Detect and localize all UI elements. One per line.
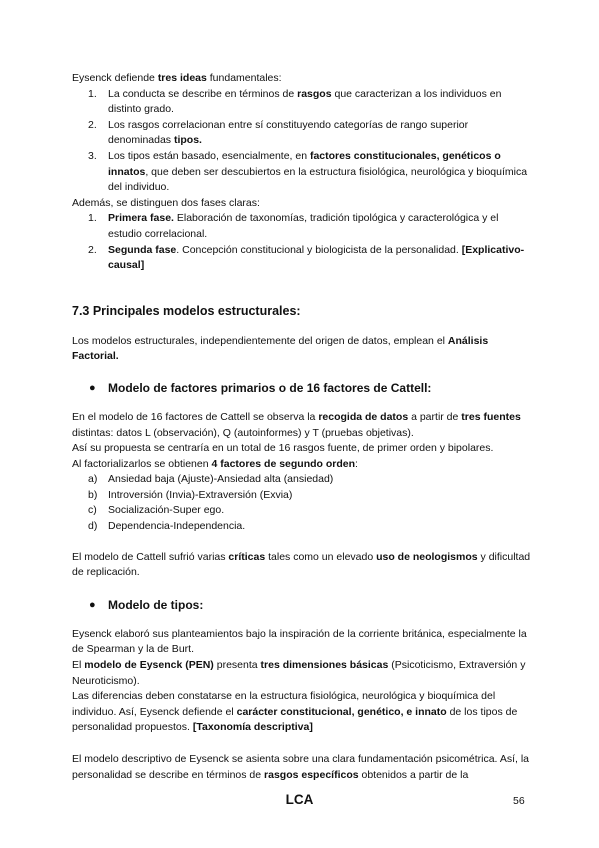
text-run: Eysenck defiende [72, 72, 158, 84]
bold-run: Primera fase. [108, 212, 174, 225]
bold-run: tres dimensiones básicas [260, 659, 389, 672]
bold-run: [Explicativo-causal] [108, 243, 525, 272]
cattell-paragraph [72, 410, 532, 441]
text-run: fundamentales: [206, 72, 282, 84]
bold-run: recogida de datos [318, 410, 409, 423]
list-number: 1. [88, 87, 97, 100]
bold-run: rasgos específicos [264, 768, 359, 781]
text-run: Los tipos están basado, esencialmente, en [108, 149, 310, 162]
bold-run: Análisis Factorial. [72, 334, 489, 363]
heading-text: Modelo de factores primarios o de 16 factores de Cattell: [108, 380, 432, 395]
text-run: En el modelo de 16 factores de Cattell se observa la [72, 410, 319, 423]
footer-label: LCA [285, 792, 314, 807]
section-heading: 7.3 Principales modelos estructurales: [72, 303, 301, 318]
bold-run: modelo de Eysenck (PEN) [84, 659, 214, 672]
phases-list [72, 211, 532, 273]
list-letter: d) [88, 520, 98, 533]
factors-list [72, 472, 532, 534]
text-run: Al factorializarlos se obtienen [72, 457, 212, 470]
bold-run: factores constitucionales, genéticos o innatos [108, 149, 501, 178]
bold-run: Segunda fase [108, 243, 177, 256]
bullet-icon: ● [89, 598, 96, 611]
criticism-paragraph [72, 550, 532, 581]
list-item [72, 118, 532, 149]
list-number: 1. [88, 212, 97, 225]
text-run: a partir de [408, 410, 462, 423]
text-run: Los rasgos correlacionan entre sí constituyendo categorías de rango superior denominadas [108, 118, 469, 147]
bold-run: 4 factores de segundo orden [211, 457, 356, 470]
list-number: 3. [88, 149, 97, 162]
text-run: , que deben ser descubiertos en la estructura fisiológica, neurológica y bioquímica del individuo. [108, 165, 528, 194]
text-run: Ansiedad baja (Ajuste)-Ansiedad alta (ansiedad) [108, 473, 334, 486]
text-run: y dificultad de replicación. [72, 550, 531, 579]
bullet-icon: ● [89, 381, 96, 394]
page-content [72, 71, 532, 783]
text-run: Los modelos estructurales, independientemente del origen de datos, emplean el [72, 334, 448, 347]
text-run: (Psicoticismo, Extraversión y Neuroticismo). [72, 659, 526, 687]
list-number: 2. [88, 118, 97, 131]
text-run: Introversión (Invia)-Extraversión (Exvia) [108, 488, 293, 501]
tipos-paragraph [72, 689, 532, 736]
cattell-paragraph [72, 457, 532, 473]
text-run: La conducta se describe en términos de [108, 87, 298, 100]
intro-paragraph [72, 71, 532, 87]
text-run: . Concepción constitucional y biologicista de la personalidad. [176, 243, 462, 256]
text-run: obtenidos a partir de la [358, 768, 469, 781]
tipos-paragraph [72, 658, 532, 689]
list-item [72, 211, 532, 242]
text-run: tales como un elevado [265, 550, 377, 563]
list-letter: c) [88, 504, 97, 517]
tipos-heading [72, 597, 532, 613]
list-letter: a) [88, 473, 98, 486]
list-item [72, 503, 532, 519]
cattell-paragraph: Así su propuesta se centraría en un total de 16 rasgos fuente, de primer orden y bipolares. [72, 442, 494, 455]
text-run: presenta [213, 659, 261, 672]
list-item [72, 472, 532, 488]
bold-run: críticas [228, 550, 266, 563]
text-run: que caracterizan a los individuos en distinto grado. [108, 87, 502, 116]
list-number: 2. [88, 243, 97, 256]
bold-run: tres ideas [157, 72, 207, 84]
section-paragraph [72, 334, 532, 365]
tipos-paragraph [72, 752, 532, 783]
text-run: El modelo de Cattell sufrió varias [72, 550, 229, 563]
heading-text: Modelo de tipos: [108, 597, 204, 612]
ideas-list [72, 87, 532, 196]
page-number: 56 [513, 795, 525, 807]
text-run: El [72, 659, 85, 672]
text-run: : [355, 457, 358, 470]
text-run: de los tipos de personalidad propuestos. [72, 705, 518, 734]
bold-run: uso de neologismos [376, 550, 478, 563]
list-item [72, 488, 532, 504]
bold-run: tipos. [173, 134, 202, 147]
cattell-heading [72, 380, 532, 396]
list-item [72, 149, 532, 196]
phases-intro: Además, se distinguen dos fases claras: [72, 196, 260, 209]
text-run: Dependencia-Independencia. [108, 520, 246, 533]
bold-run: tres fuentes [461, 410, 521, 423]
bold-run: rasgos [297, 87, 332, 100]
list-item [72, 519, 532, 535]
list-item [72, 243, 532, 274]
text-run: Socialización-Super ego. [108, 504, 225, 517]
text-run: El modelo descriptivo de Eysenck se asienta sobre una clara fundamentación psicométrica. Así, la personalidad se describe en términos de [72, 753, 529, 781]
tipos-paragraph: Eysenck elaboró sus planteamientos bajo la inspiración de la corriente británica, especialmente la de Spearman y la de Burt. [72, 627, 527, 656]
text-run: distintas: datos L (observación), Q (autoinformes) y T (pruebas objetivas). [72, 426, 414, 439]
text-run: Elaboración de taxonomías, tradición tipológica y caracterológica y el estudio correlacional. [108, 212, 499, 240]
bold-run: carácter constitucional, genético, e innato [236, 705, 447, 718]
text-run: Las diferencias deben constatarse en la estructura fisiológica, neurológica y bioquímica del individuo. Así, Eysenck defiende el [72, 690, 496, 718]
bold-run: [Taxonomía descriptiva] [192, 721, 313, 734]
list-letter: b) [88, 488, 98, 501]
list-item [72, 87, 532, 118]
